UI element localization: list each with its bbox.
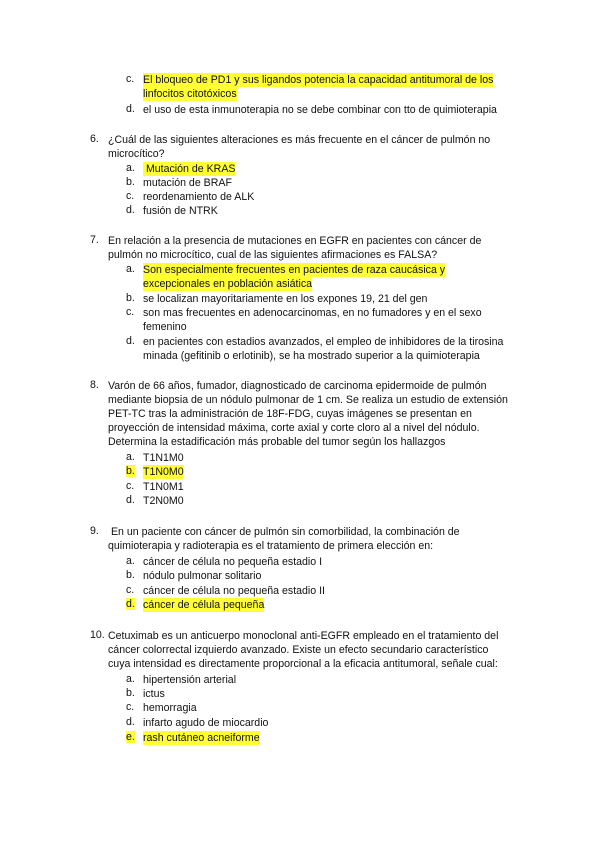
- option-text: T2N0M0: [143, 495, 184, 507]
- question-stem: ¿Cuál de las siguientes alteraciones es más frecuente en el cáncer de pulmón no: [108, 134, 491, 146]
- question-number: 10.: [90, 629, 105, 641]
- option-letter: a.: [126, 263, 135, 275]
- option-letter: d.: [126, 716, 135, 728]
- option-letter: e.: [126, 731, 135, 743]
- option-letter: c.: [126, 306, 135, 318]
- option-text: femenino: [143, 321, 187, 333]
- option-text: ictus: [143, 688, 165, 700]
- option-letter: b.: [126, 465, 135, 477]
- option-text: fusión de NTRK: [143, 205, 218, 217]
- question-stem: mediante biopsia de un nódulo pulmonar de 1 cm. Se realiza un estudio de extensión: [108, 394, 508, 406]
- option-text-highlighted: El bloqueo de PD1 y sus ligandos potencia la capacidad antitumoral de los: [143, 74, 494, 86]
- option-letter: d.: [126, 494, 135, 506]
- option-text-highlighted: cáncer de célula pequeña: [143, 599, 265, 611]
- option-text: se localizan mayoritariamente en los expones 19, 21 del gen: [143, 293, 428, 305]
- question-stem: microcítico?: [108, 148, 165, 160]
- option-text: son mas frecuentes en adenocarcinomas, en no fumadores y en el sexo: [143, 307, 482, 319]
- option-letter: c.: [126, 701, 135, 713]
- question-stem: cáncer colorrectal izquierdo avanzado. Existe un efecto secundario característico: [108, 644, 489, 656]
- question-number: 8.: [90, 379, 99, 391]
- option-letter: c.: [126, 73, 135, 85]
- option-letter: c.: [126, 190, 135, 202]
- option-text: cáncer de célula no pequeña estadio I: [143, 556, 323, 568]
- option-text: hemorragia: [143, 702, 197, 714]
- option-text: hipertensión arterial: [143, 674, 237, 686]
- option-text-highlighted: rash cutáneo acneiforme: [143, 732, 260, 744]
- option-letter: a.: [126, 451, 135, 463]
- question-stem: En relación a la presencia de mutaciones en EGFR en pacientes con cáncer de: [108, 235, 482, 247]
- question-number: 6.: [90, 133, 99, 145]
- option-text: cáncer de célula no pequeña estadio II: [143, 585, 325, 597]
- option-text: infarto agudo de miocardio: [143, 717, 269, 729]
- option-text-highlighted: Son especialmente frecuentes en pacientes de raza caucásica y: [143, 264, 446, 276]
- question-stem: En un paciente con cáncer de pulmón sin comorbilidad, la combinación de: [108, 526, 460, 538]
- option-letter: b.: [126, 687, 135, 699]
- option-letter: b.: [126, 569, 135, 581]
- question-stem: quimioterapia y radioterapia es el tratamiento de primera elección en:: [108, 540, 434, 552]
- option-text: minada (gefitinib o erlotinib), se ha mostrado superior a la quimioterapia: [143, 350, 480, 362]
- question-stem: Varón de 66 años, fumador, diagnosticado de carcinoma epidermoide de pulmón: [108, 380, 487, 392]
- option-text-highlighted: T1N0M0: [143, 466, 184, 478]
- option-text-highlighted: linfocitos citotóxicos: [143, 88, 237, 100]
- option-text: T1N0M1: [143, 481, 184, 493]
- option-letter: c.: [126, 584, 135, 596]
- question-number: 9.: [90, 525, 99, 537]
- option-letter: d.: [126, 103, 135, 115]
- option-letter: d.: [126, 335, 135, 347]
- option-letter: d.: [126, 598, 135, 610]
- question-number: 7.: [90, 234, 99, 246]
- question-stem: Determina la estadificación más probable del tumor según los hallazgos: [108, 436, 446, 448]
- option-text-highlighted: excepcionales en población asiática: [143, 278, 313, 290]
- option-text: reordenamiento de ALK: [143, 191, 255, 203]
- option-text: T1N1M0: [143, 452, 184, 464]
- option-letter: c.: [126, 480, 135, 492]
- option-text: en pacientes con estadios avanzados, el empleo de inhibidores de la tirosina: [143, 336, 504, 348]
- option-text: el uso de esta inmunoterapia no se debe combinar con tto de quimioterapia: [143, 104, 497, 116]
- question-stem: Cetuximab es un anticuerpo monoclonal anti-EGFR empleado en el tratamiento del: [108, 630, 499, 642]
- question-stem: cuya intensidad es directamente proporcional a la eficacia antitumoral, señale cual:: [108, 658, 498, 670]
- option-letter: a.: [126, 555, 135, 567]
- option-text: mutación de BRAF: [143, 177, 232, 189]
- question-stem: PET-TC tras la administración de 18F-FDG, cuyas imágenes se presentan en: [108, 408, 472, 420]
- option-text-highlighted: Mutación de KRAS: [143, 163, 236, 175]
- option-letter: a.: [126, 162, 135, 174]
- option-letter: a.: [126, 673, 135, 685]
- option-letter: b.: [126, 292, 135, 304]
- question-stem: proyección de intensidad máxima, corte axial y corte cloro al a nivel del nódulo.: [108, 422, 480, 434]
- option-text: nódulo pulmonar solitario: [143, 570, 262, 582]
- option-letter: b.: [126, 176, 135, 188]
- option-letter: d.: [126, 204, 135, 216]
- question-stem: pulmón no microcítico, cual de las siguientes afirmaciones es FALSA?: [108, 249, 438, 261]
